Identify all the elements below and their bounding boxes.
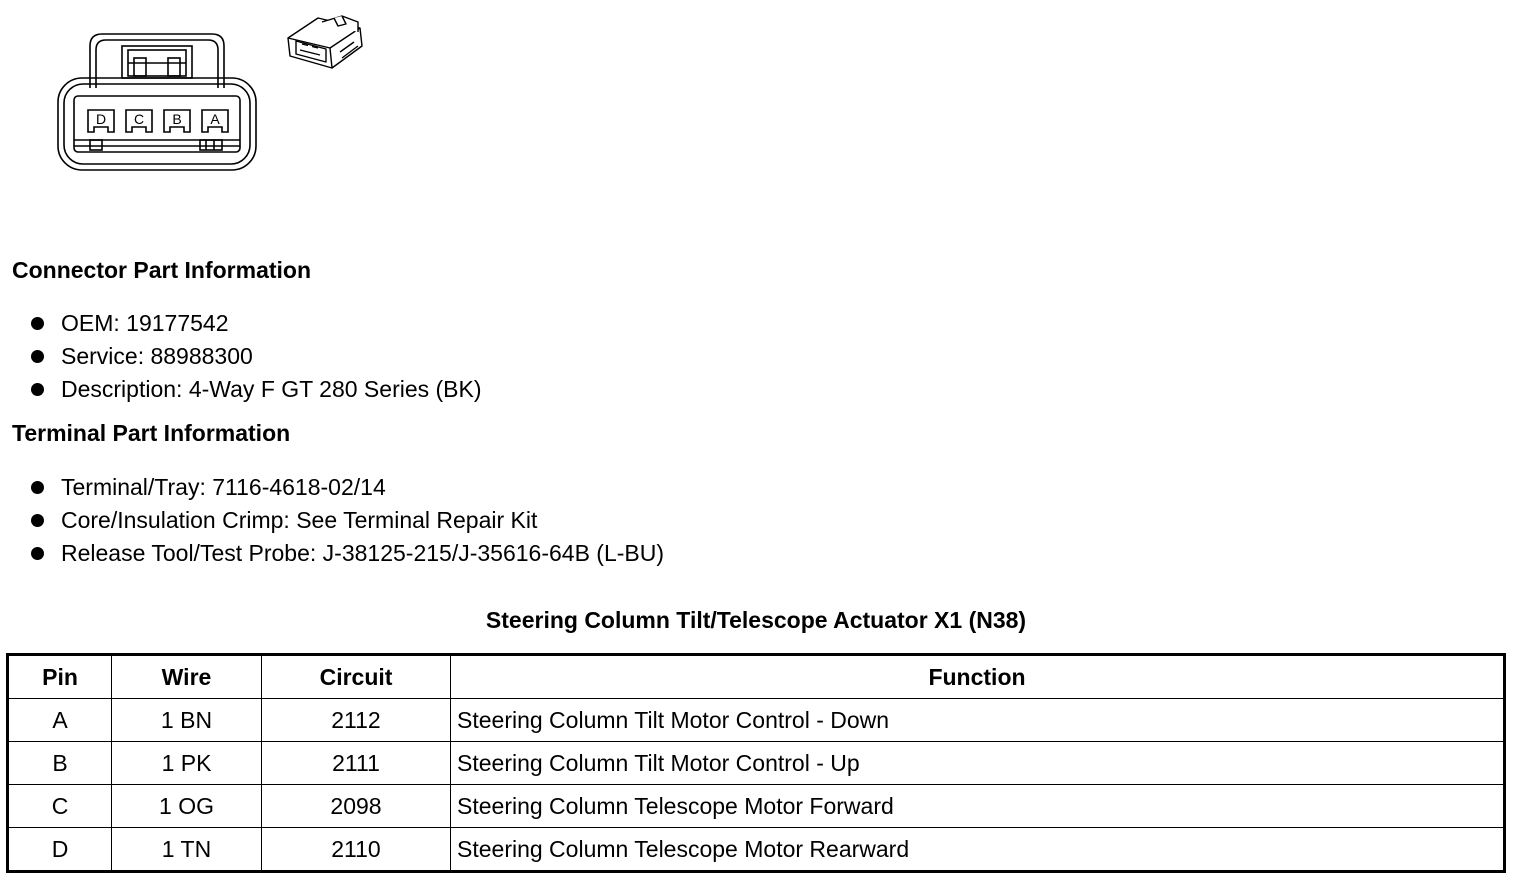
pin-cell: B bbox=[8, 742, 112, 785]
list-item bbox=[30, 373, 482, 406]
pin-cell: A bbox=[8, 699, 112, 742]
header-pin: Pin bbox=[8, 655, 112, 699]
function-cell: Steering Column Tilt Motor Control - Down bbox=[451, 699, 1505, 742]
bullet-icon bbox=[31, 317, 44, 330]
pin-label-c: C bbox=[133, 111, 145, 127]
table-header-row bbox=[8, 655, 1505, 699]
list-item bbox=[30, 537, 664, 570]
service-text: Service: 88988300 bbox=[61, 343, 253, 369]
bullet-icon bbox=[31, 481, 44, 494]
circuit-cell: 2110 bbox=[262, 828, 451, 872]
table-title: Steering Column Tilt/Telescope Actuator X1 (N38) bbox=[485, 607, 1027, 633]
list-item bbox=[30, 471, 664, 504]
circuit-cell: 2098 bbox=[262, 785, 451, 828]
wire-cell: 1 BN bbox=[112, 699, 262, 742]
wire-cell: 1 OG bbox=[112, 785, 262, 828]
table-row bbox=[8, 828, 1505, 872]
table-row bbox=[8, 785, 1505, 828]
terminal-info-list bbox=[30, 471, 664, 570]
connector-info-list bbox=[30, 307, 482, 406]
wire-cell: 1 TN bbox=[112, 828, 262, 872]
connector-3d-image bbox=[282, 8, 368, 74]
terminal-tray-text: Terminal/Tray: 7116-4618-02/14 bbox=[61, 474, 386, 500]
bullet-icon bbox=[31, 350, 44, 363]
connector-face-diagram bbox=[50, 28, 265, 178]
function-cell: Steering Column Telescope Motor Forward bbox=[451, 785, 1505, 828]
table-row bbox=[8, 699, 1505, 742]
pin-cell: C bbox=[8, 785, 112, 828]
circuit-cell: 2111 bbox=[262, 742, 451, 785]
pin-label-b: B bbox=[172, 111, 182, 127]
description-text: Description: 4-Way F GT 280 Series (BK) bbox=[61, 376, 482, 402]
pinout-table bbox=[6, 653, 1506, 873]
header-circuit: Circuit bbox=[262, 655, 451, 699]
circuit-cell: 2112 bbox=[262, 699, 451, 742]
bullet-icon bbox=[31, 383, 44, 396]
pin-cell: D bbox=[8, 828, 112, 872]
pin-label-d: D bbox=[95, 111, 107, 127]
release-tool-text: Release Tool/Test Probe: J-38125-215/J-35616-64B (L-BU) bbox=[61, 540, 665, 566]
function-cell: Steering Column Tilt Motor Control - Up bbox=[451, 742, 1505, 785]
list-item bbox=[30, 307, 482, 340]
pin-label-a: A bbox=[210, 111, 220, 127]
oem-text: OEM: 19177542 bbox=[61, 310, 229, 336]
header-wire: Wire bbox=[112, 655, 262, 699]
header-function: Function bbox=[451, 655, 1505, 699]
connector-info-heading: Connector Part Information bbox=[12, 257, 312, 283]
wire-cell: 1 PK bbox=[112, 742, 262, 785]
bullet-icon bbox=[31, 514, 44, 527]
bullet-icon bbox=[31, 547, 44, 560]
crimp-text: Core/Insulation Crimp: See Terminal Repair Kit bbox=[61, 507, 538, 533]
list-item bbox=[30, 504, 664, 537]
table-row bbox=[8, 742, 1505, 785]
terminal-info-heading: Terminal Part Information bbox=[12, 420, 291, 446]
list-item bbox=[30, 340, 482, 373]
function-cell: Steering Column Telescope Motor Rearward bbox=[451, 828, 1505, 872]
